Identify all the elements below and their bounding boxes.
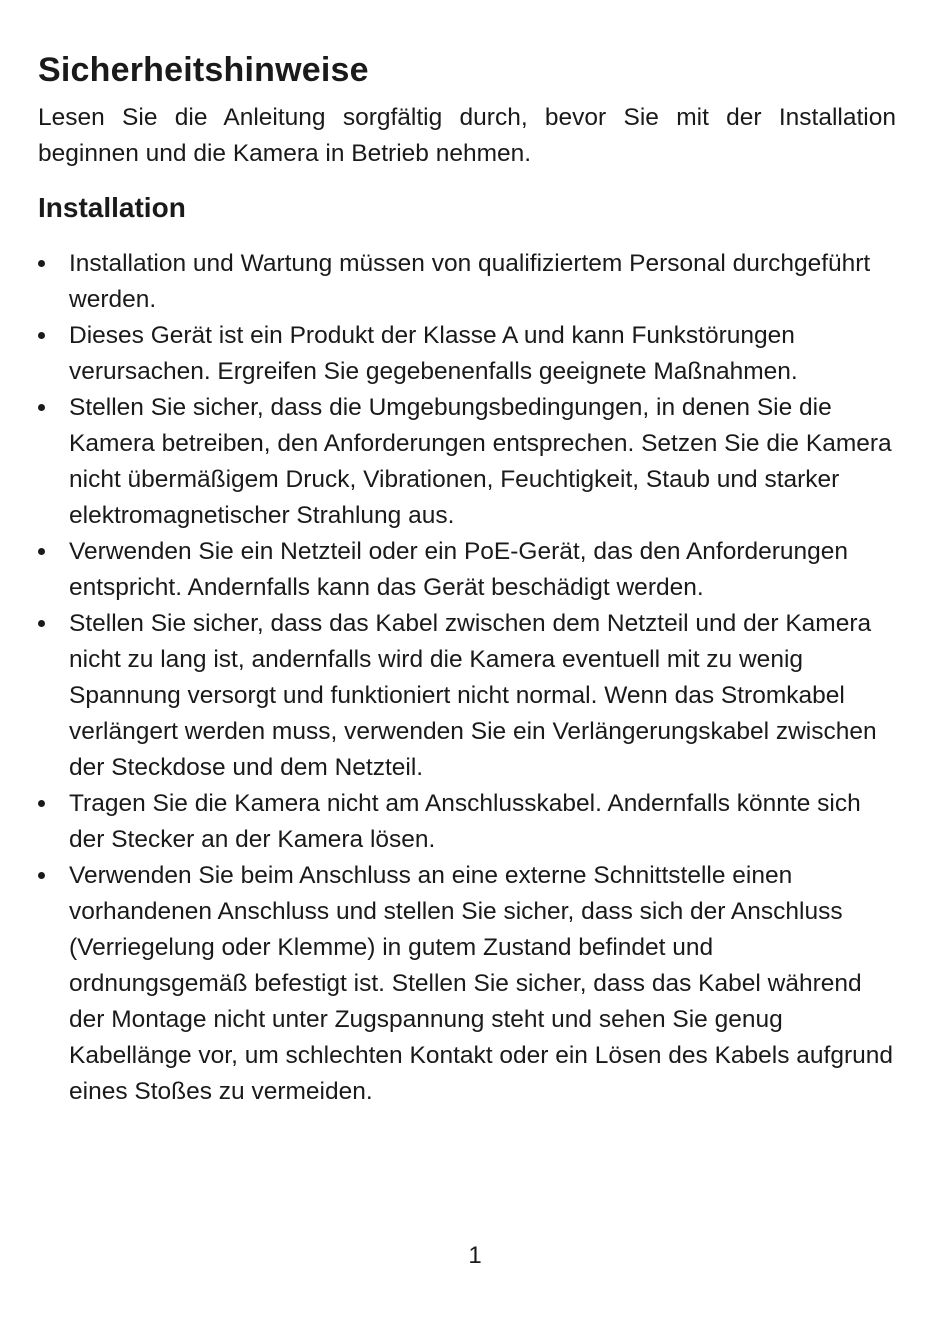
list-item-text: Stellen Sie sicher, dass die Umgebungsbedingungen, in denen Sie die Kamera betreiben, den Anforderungen entsprechen. Setzen Sie die Kamera nicht übermäßigem Druck, Vibrationen, Feuchtigkeit, Staub und starker elektromagnetischer Strahlung aus. xyxy=(69,394,892,529)
list-item-text: Verwenden Sie ein Netzteil oder ein PoE-Gerät, das den Anforderungen entspricht. Andernfalls kann das Gerät beschädigt werden. xyxy=(69,538,849,601)
bullet-icon xyxy=(38,872,45,879)
page-number: 1 xyxy=(468,1242,482,1269)
list-item-text: Tragen Sie die Kamera nicht am Anschlusskabel. Andernfalls könnte sich der Stecker an der Kamera lösen. xyxy=(69,790,861,853)
list-item xyxy=(38,606,896,786)
list-item xyxy=(38,786,896,858)
list-item xyxy=(38,858,896,1110)
list-item xyxy=(38,246,896,318)
list-item-text: Dieses Gerät ist ein Produkt der Klasse A und kann Funkstörungen verursachen. Ergreifen Sie gegebenenfalls geeignete Maßnahmen. xyxy=(69,322,798,385)
list-item-text: Stellen Sie sicher, dass das Kabel zwischen dem Netzteil und der Kamera nicht zu lang ist, andernfalls wird die Kamera eventuell mit zu wenig Spannung versorgt und funktioniert nicht normal. Wenn das Stromkabel verlängert werden muss, verwenden Sie ein Verlängerungskabel zwischen der Steckdose und dem Netzteil. xyxy=(69,610,877,781)
list-item-text: Verwenden Sie beim Anschluss an eine externe Schnittstelle einen vorhandenen Anschluss und stellen Sie sicher, dass sich der Anschluss (Verriegelung oder Klemme) in gutem Zustand befindet und ordnungsgemäß befestigt ist. Stellen Sie sicher, dass das Kabel während der Montage nicht unter Zugspannung steht und sehen Sie genug Kabellänge vor, um schlechten Kontakt oder ein Lösen des Kabels aufgrund eines Stoßes zu vermeiden. xyxy=(69,862,894,1105)
document-page xyxy=(38,44,896,1110)
list-item-text: Installation und Wartung müssen von qualifiziertem Personal durchgeführt werden. xyxy=(69,250,871,313)
intro-paragraph: Lesen Sie die Anleitung sorgfältig durch, bevor Sie mit der Installation beginnen und die Kamera in Betrieb nehmen. xyxy=(38,104,896,167)
installation-list xyxy=(38,246,896,1110)
bullet-icon xyxy=(38,620,45,627)
section-heading-installation: Installation xyxy=(38,192,186,223)
list-item xyxy=(38,318,896,390)
list-item xyxy=(38,390,896,534)
bullet-icon xyxy=(38,404,45,411)
bullet-icon xyxy=(38,260,45,267)
list-item xyxy=(38,534,896,606)
bullet-icon xyxy=(38,800,45,807)
bullet-icon xyxy=(38,548,45,555)
bullet-icon xyxy=(38,332,45,339)
page-title: Sicherheitshinweise xyxy=(38,51,369,89)
